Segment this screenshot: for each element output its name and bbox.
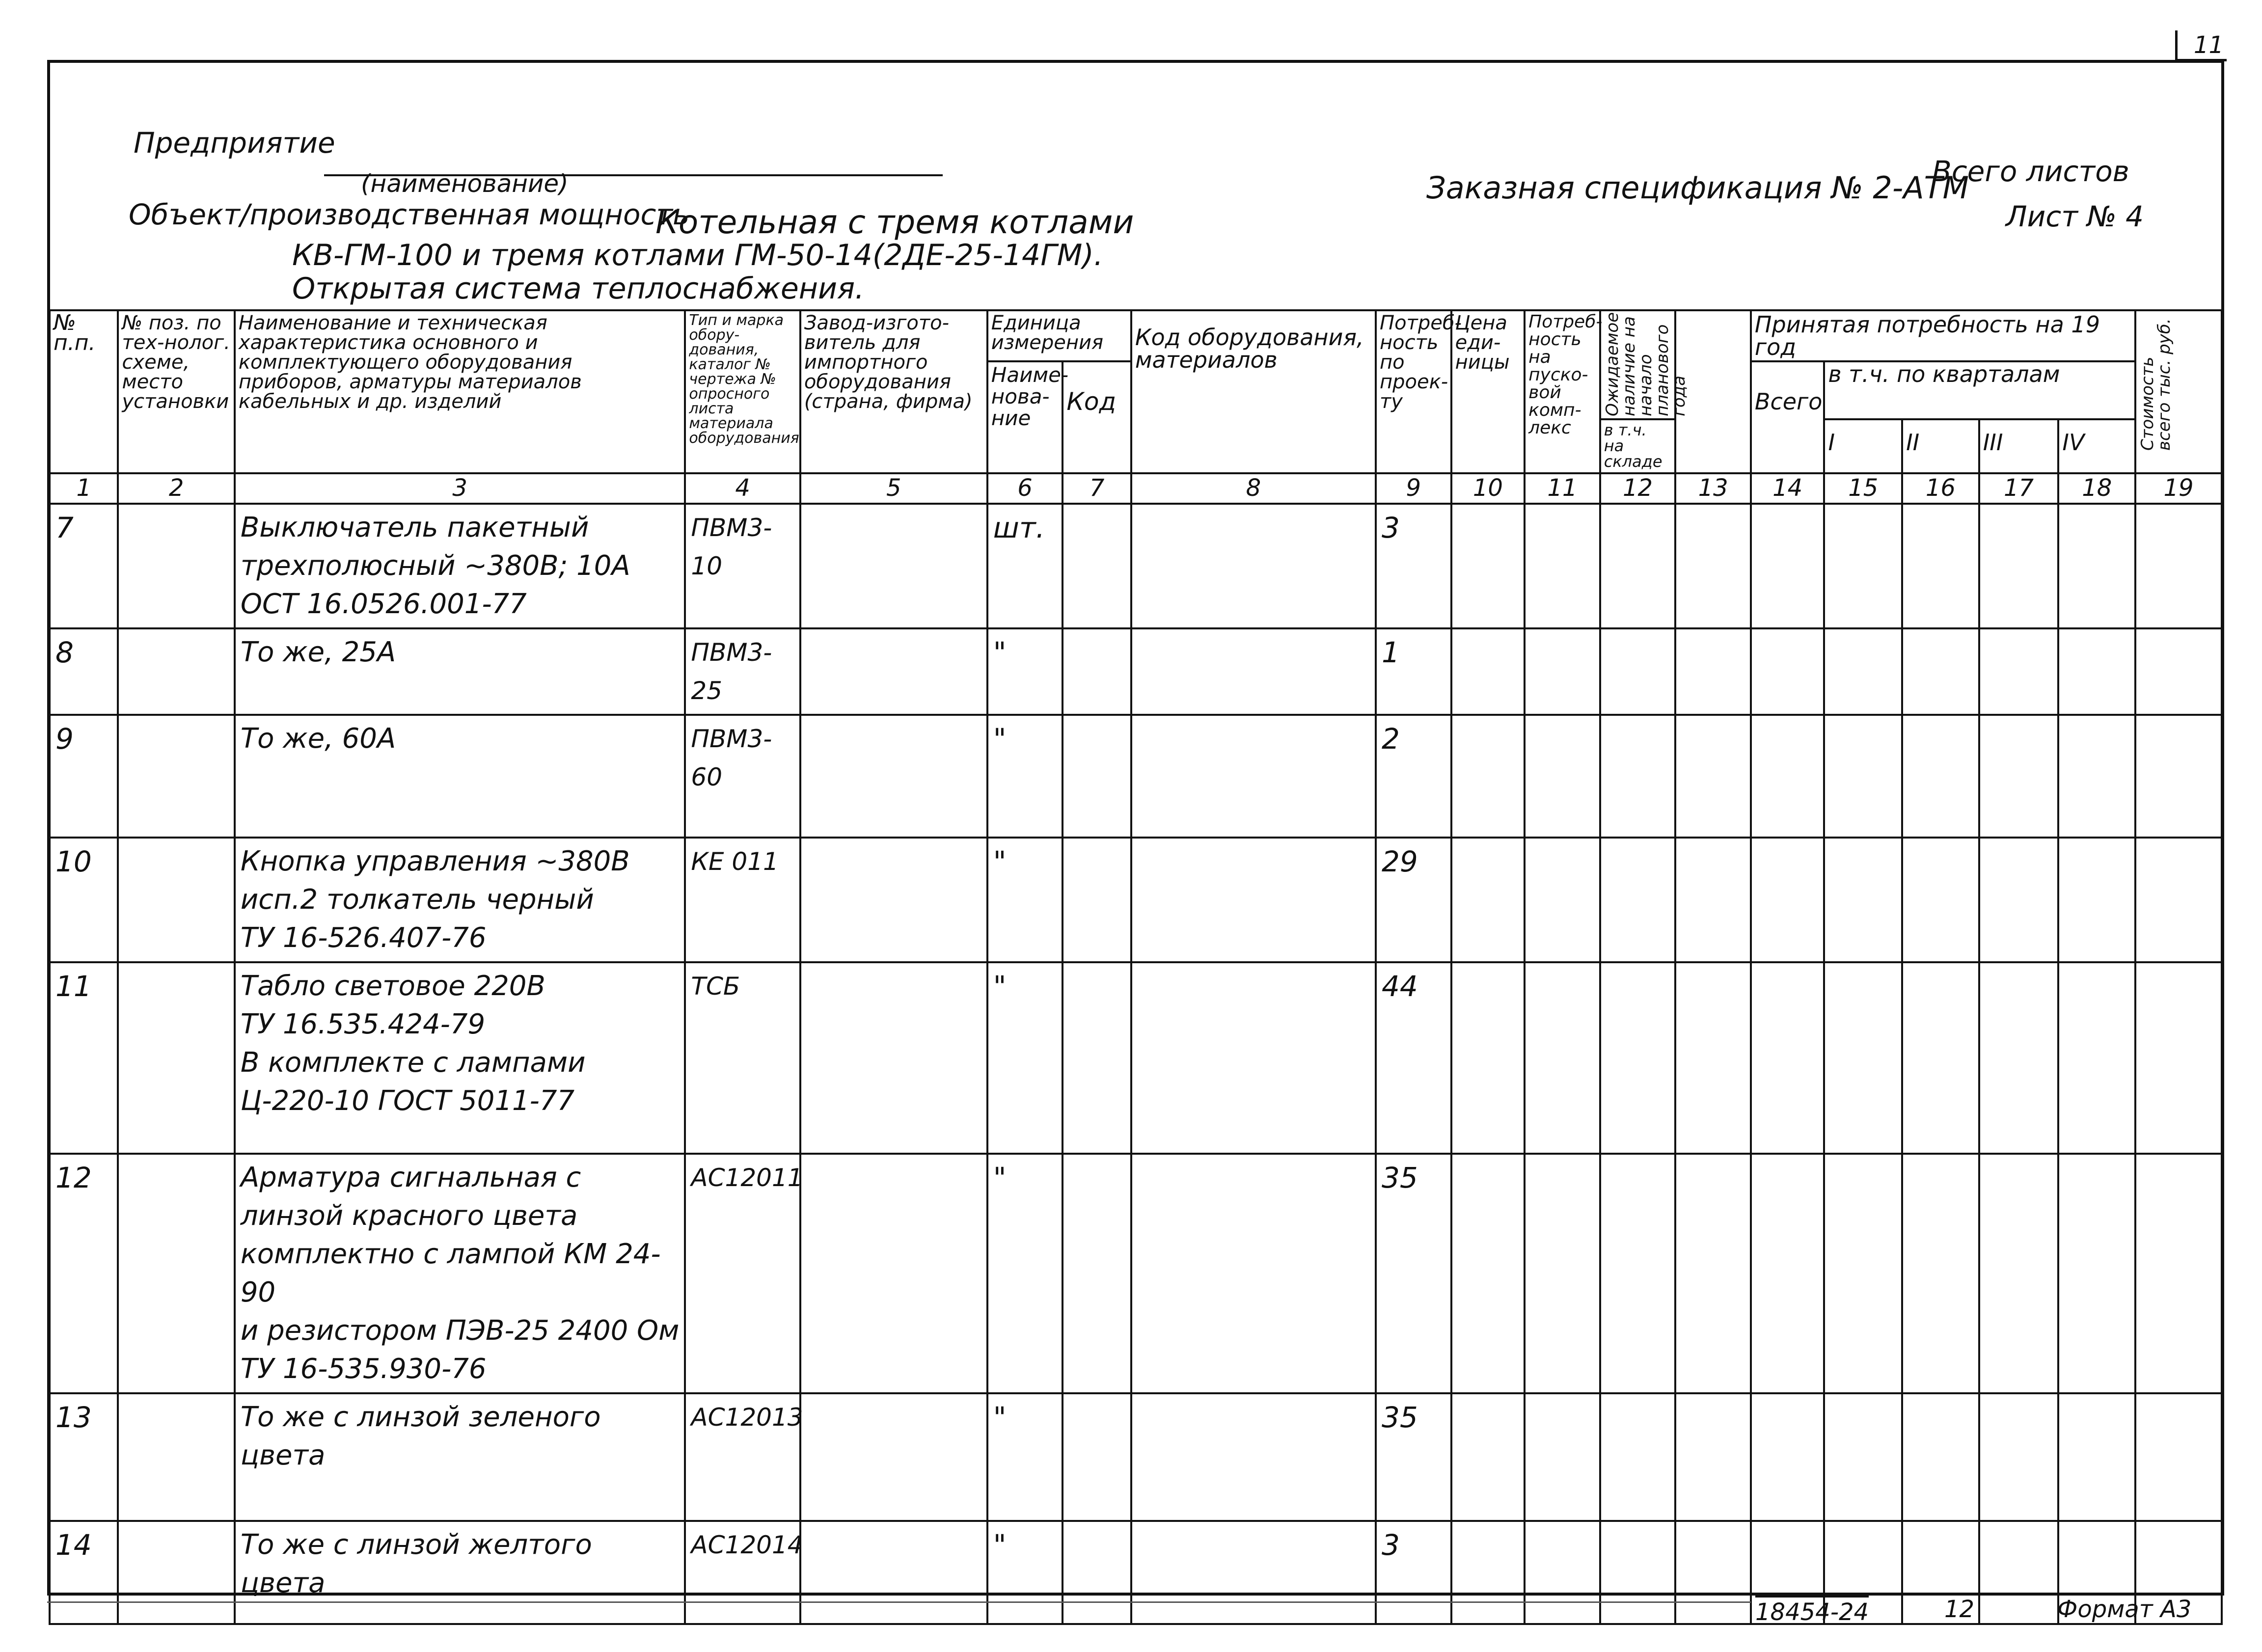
name-hint: (наименование) — [361, 169, 569, 198]
table-row — [50, 1393, 2222, 1521]
row-q3 — [1979, 962, 2059, 1154]
row-q2 — [1902, 1393, 1979, 1521]
object-line-2: КВ-ГМ-100 и тремя котлами ГМ-50-14(2ДЕ-25-14ГМ). — [292, 238, 1103, 272]
row-cost — [2135, 962, 2222, 1154]
col-header-accepted-group: Принятая потребность на 19 год — [1751, 310, 2135, 361]
row-unit-code — [1063, 1393, 1131, 1521]
row-stock — [1600, 628, 1676, 715]
row-name: То же, 25А — [235, 628, 685, 715]
row-q4 — [2058, 1393, 2135, 1521]
row-startup-need — [1525, 838, 1600, 962]
column-number: 11 — [1525, 473, 1600, 504]
table-row — [50, 1521, 2222, 1624]
row-q1 — [1824, 1154, 1902, 1393]
sheet-number: Лист № 4 — [2006, 200, 2144, 233]
row-q4 — [2058, 628, 2135, 715]
row-position — [118, 1154, 234, 1393]
row-name: Табло световое 220В ТУ 16.535.424-79 В комплекте с лампами Ц-220-10 ГОСТ 5011-77 — [235, 962, 685, 1154]
col-header-1: № п.п. — [50, 310, 118, 473]
row-manufacturer — [800, 504, 987, 628]
row-type: КЕ 011 — [685, 838, 800, 962]
spec-table — [49, 309, 2223, 1625]
column-number: 16 — [1902, 473, 1979, 504]
row-startup-need — [1525, 1393, 1600, 1521]
row-q3 — [1979, 838, 2059, 962]
row-q2 — [1902, 715, 1979, 838]
row-col-13 — [1675, 962, 1751, 1154]
col-header-6: Наиме-нова-ние — [987, 361, 1063, 473]
row-number: 7 — [50, 504, 118, 628]
object-line-1: Котельная с тремя котлами — [655, 203, 1134, 241]
column-number: 10 — [1451, 473, 1525, 504]
row-total — [1751, 1393, 1825, 1521]
row-q2 — [1902, 838, 1979, 962]
header-row-1 — [50, 310, 2222, 361]
row-quantity: 3 — [1376, 1521, 1451, 1624]
row-position — [118, 1521, 234, 1624]
row-number: 14 — [50, 1521, 118, 1624]
row-type: АС12013 — [685, 1393, 800, 1521]
row-unit-code — [1063, 504, 1131, 628]
row-col-13 — [1675, 1521, 1751, 1624]
row-q3 — [1979, 628, 2059, 715]
column-number: 2 — [118, 473, 234, 504]
row-unit: " — [987, 715, 1063, 838]
row-type: ПВМ3- 60 — [685, 715, 800, 838]
row-total — [1751, 628, 1825, 715]
col-header-14: Всего — [1751, 361, 1825, 473]
column-number: 12 — [1600, 473, 1676, 504]
row-col-13 — [1675, 838, 1751, 962]
row-quantity: 2 — [1376, 715, 1451, 838]
row-type: АС12011 — [685, 1154, 800, 1393]
row-unit: " — [987, 1154, 1063, 1393]
row-q2 — [1902, 1154, 1979, 1393]
row-equipment-code — [1131, 838, 1376, 962]
row-manufacturer — [800, 838, 987, 962]
col-header-12-bottom: в т.ч. на складе — [1600, 419, 1676, 473]
row-position — [118, 504, 234, 628]
row-equipment-code — [1131, 1393, 1376, 1521]
row-startup-need — [1525, 1154, 1600, 1393]
column-number: 15 — [1824, 473, 1902, 504]
row-cost — [2135, 628, 2222, 715]
row-price — [1451, 1154, 1525, 1393]
row-name: Арматура сигнальная с линзой красного цвета комплектно с лампой КМ 24-90 и резистором ПЭВ-25 2400 Ом ТУ 16-535.930-76 — [235, 1154, 685, 1393]
column-number: 14 — [1751, 473, 1825, 504]
row-cost — [2135, 1154, 2222, 1393]
row-manufacturer — [800, 1521, 987, 1624]
row-unit: " — [987, 1393, 1063, 1521]
row-name: То же с линзой желтого цвета — [235, 1521, 685, 1624]
row-stock — [1600, 1521, 1676, 1624]
row-unit-code — [1063, 1154, 1131, 1393]
row-number: 8 — [50, 628, 118, 715]
row-price — [1451, 1393, 1525, 1521]
row-number: 11 — [50, 962, 118, 1154]
col-header-q2: II — [1902, 419, 1979, 473]
row-number: 13 — [50, 1393, 118, 1521]
doc-number: 18454-24 — [1755, 1596, 1869, 1626]
row-q2 — [1902, 504, 1979, 628]
column-number: 8 — [1131, 473, 1376, 504]
row-startup-need — [1525, 962, 1600, 1154]
bottom-rule — [47, 1601, 1751, 1603]
row-stock — [1600, 715, 1676, 838]
row-q1 — [1824, 838, 1902, 962]
row-unit: " — [987, 628, 1063, 715]
row-equipment-code — [1131, 962, 1376, 1154]
row-type: ПВМ3- 10 — [685, 504, 800, 628]
row-col-13 — [1675, 1154, 1751, 1393]
row-q2 — [1902, 628, 1979, 715]
row-startup-need — [1525, 628, 1600, 715]
row-price — [1451, 838, 1525, 962]
col-header-quarters: в т.ч. по кварталам — [1824, 361, 2135, 419]
row-quantity: 1 — [1376, 628, 1451, 715]
row-q1 — [1824, 1393, 1902, 1521]
row-price — [1451, 504, 1525, 628]
page-number-box — [2175, 30, 2227, 61]
row-position — [118, 628, 234, 715]
row-q3 — [1979, 715, 2059, 838]
row-cost — [2135, 504, 2222, 628]
col-header-2: № поз. по тех-нолог. схеме, место установки — [118, 310, 234, 473]
row-unit-code — [1063, 962, 1131, 1154]
row-name: Кнопка управления ~380В исп.2 толкатель черный ТУ 16-526.407-76 — [235, 838, 685, 962]
row-q3 — [1979, 504, 2059, 628]
format-label: Формат А3 — [2057, 1596, 2192, 1623]
row-startup-need — [1525, 504, 1600, 628]
row-name: То же с линзой зеленого цвета — [235, 1393, 685, 1521]
column-number: 18 — [2058, 473, 2135, 504]
row-equipment-code — [1131, 1521, 1376, 1624]
object-line-3: Открытая система теплоснабжения. — [292, 271, 865, 306]
row-col-13 — [1675, 628, 1751, 715]
row-q3 — [1979, 1154, 2059, 1393]
row-q3 — [1979, 1393, 2059, 1521]
row-stock — [1600, 504, 1676, 628]
row-cost — [2135, 715, 2222, 838]
table-row — [50, 838, 2222, 962]
row-q4 — [2058, 962, 2135, 1154]
column-number: 5 — [800, 473, 987, 504]
column-number: 17 — [1979, 473, 2059, 504]
row-quantity: 44 — [1376, 962, 1451, 1154]
col-header-11: Потреб-ность на пуско-вой комп-лекс — [1525, 310, 1600, 473]
row-equipment-code — [1131, 504, 1376, 628]
col-header-4: Тип и марка обору-дования, каталог № чертежа № опросного листа материала оборудования — [685, 310, 800, 473]
column-number: 7 — [1063, 473, 1131, 504]
row-total — [1751, 838, 1825, 962]
col-header-12-top: Ожидаемое наличие на начало планового года — [1600, 310, 1676, 419]
sheets-total-label: Всего листов — [1932, 155, 2129, 188]
table-row — [50, 962, 2222, 1154]
row-quantity: 35 — [1376, 1154, 1451, 1393]
row-unit: " — [987, 1521, 1063, 1624]
table-row — [50, 715, 2222, 838]
row-unit: шт. — [987, 504, 1063, 628]
col-header-5: Завод-изгото-витель для импортного оборудования (страна, фирма) — [800, 310, 987, 473]
row-total — [1751, 715, 1825, 838]
row-equipment-code — [1131, 628, 1376, 715]
row-name: То же, 60А — [235, 715, 685, 838]
row-total — [1751, 1154, 1825, 1393]
row-unit: " — [987, 962, 1063, 1154]
row-quantity: 29 — [1376, 838, 1451, 962]
row-manufacturer — [800, 962, 987, 1154]
row-cost — [2135, 1393, 2222, 1521]
col-header-3: Наименование и техническая характеристика основного и комплектующего оборудования приборов, арматуры материалов кабельных и др. изделий — [235, 310, 685, 473]
col-header-9: Потреб-ность по проек-ту — [1376, 310, 1451, 473]
col-header-7: Код — [1063, 361, 1131, 473]
row-price — [1451, 1521, 1525, 1624]
row-stock — [1600, 838, 1676, 962]
row-unit-code — [1063, 715, 1131, 838]
row-q1 — [1824, 715, 1902, 838]
row-manufacturer — [800, 628, 987, 715]
col-header-8: Код оборудования, материалов — [1131, 310, 1376, 473]
column-number-row — [50, 473, 2222, 504]
row-manufacturer — [800, 1393, 987, 1521]
row-startup-need — [1525, 1521, 1600, 1624]
row-stock — [1600, 1393, 1676, 1521]
column-number: 19 — [2135, 473, 2222, 504]
row-type: АС12014 — [685, 1521, 800, 1624]
col-header-q4: IV — [2058, 419, 2135, 473]
column-number: 3 — [235, 473, 685, 504]
row-q1 — [1824, 962, 1902, 1154]
row-manufacturer — [800, 715, 987, 838]
row-q4 — [2058, 504, 2135, 628]
row-type: ТСБ — [685, 962, 800, 1154]
table-row — [50, 628, 2222, 715]
table-row — [50, 1154, 2222, 1393]
row-quantity: 35 — [1376, 1393, 1451, 1521]
col-header-q3: III — [1979, 419, 2059, 473]
col-header-q1: I — [1824, 419, 1902, 473]
row-q1 — [1824, 504, 1902, 628]
col-header-10: Цена еди-ницы — [1451, 310, 1525, 473]
col-header-19: Стоимость всего тыс. руб. — [2135, 310, 2222, 473]
row-equipment-code — [1131, 715, 1376, 838]
row-unit-code — [1063, 838, 1131, 962]
footer-sheet: 12 — [1944, 1596, 1975, 1623]
page-number: 11 — [2193, 31, 2224, 59]
row-startup-need — [1525, 715, 1600, 838]
row-price — [1451, 715, 1525, 838]
table-body — [50, 504, 2222, 1624]
row-col-13 — [1675, 504, 1751, 628]
column-number: 6 — [987, 473, 1063, 504]
row-type: ПВМ3- 25 — [685, 628, 800, 715]
spec-title: Заказная спецификация № 2-АТМ — [1426, 170, 1969, 206]
row-cost — [2135, 838, 2222, 962]
col-header-unit-group: Единица измерения — [987, 310, 1131, 361]
row-manufacturer — [800, 1154, 987, 1393]
row-q4 — [2058, 1154, 2135, 1393]
row-unit-code — [1063, 1521, 1131, 1624]
row-total — [1751, 962, 1825, 1154]
row-q4 — [2058, 715, 2135, 838]
column-number: 1 — [50, 473, 118, 504]
row-col-13 — [1675, 715, 1751, 838]
row-total — [1751, 504, 1825, 628]
table-row — [50, 504, 2222, 628]
row-q4 — [2058, 838, 2135, 962]
column-number: 9 — [1376, 473, 1451, 504]
row-number: 12 — [50, 1154, 118, 1393]
row-stock — [1600, 962, 1676, 1154]
row-equipment-code — [1131, 1154, 1376, 1393]
row-stock — [1600, 1154, 1676, 1393]
enterprise-label: Предприятие — [134, 126, 335, 160]
row-position — [118, 1393, 234, 1521]
row-unit-code — [1063, 628, 1131, 715]
row-number: 10 — [50, 838, 118, 962]
row-q3 — [1979, 1521, 2059, 1624]
row-col-13 — [1675, 1393, 1751, 1521]
column-number: 13 — [1675, 473, 1751, 504]
object-label: Объект/производственная мощность — [129, 198, 690, 231]
row-position — [118, 715, 234, 838]
row-number: 9 — [50, 715, 118, 838]
row-price — [1451, 628, 1525, 715]
row-q2 — [1902, 962, 1979, 1154]
row-price — [1451, 962, 1525, 1154]
column-number: 4 — [685, 473, 800, 504]
row-q1 — [1824, 628, 1902, 715]
row-position — [118, 838, 234, 962]
row-unit: " — [987, 838, 1063, 962]
row-name: Выключатель пакетный трехполюсный ~380В; 10А ОСТ 16.0526.001-77 — [235, 504, 685, 628]
row-position — [118, 962, 234, 1154]
row-quantity: 3 — [1376, 504, 1451, 628]
